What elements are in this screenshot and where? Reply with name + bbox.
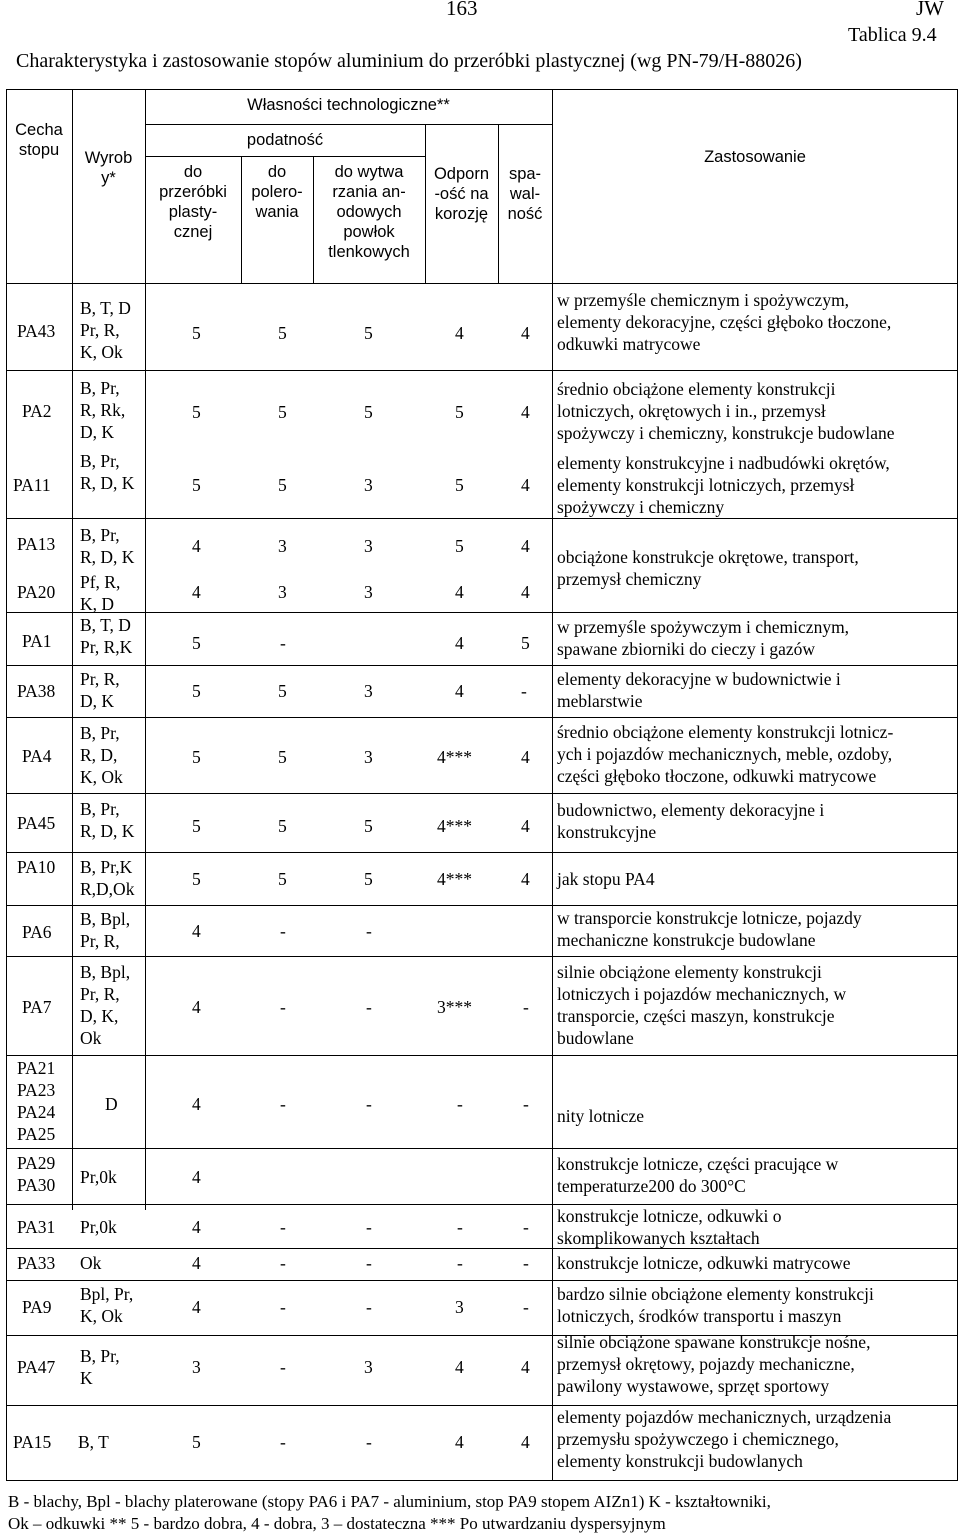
value-cell: - (366, 997, 372, 1017)
row-divider (6, 665, 958, 666)
application-cell: budownictwo, elementy dekoracyjne i konstrukcyjne (557, 800, 825, 842)
application-cell: w transporcie konstrukcje lotnicze, pojazdy mechaniczne konstrukcje budowlane (557, 908, 862, 950)
alloy-cell: PA7 (22, 997, 52, 1017)
value-cell: - (366, 1217, 372, 1237)
product-form-cell: B, Pr, R, D, K (80, 451, 135, 493)
value-cell: 4 (192, 1217, 201, 1237)
value-cell: 5 (521, 633, 530, 653)
value-cell: 4 (455, 1432, 464, 1452)
value-cell: 3 (278, 582, 287, 602)
alloy-cell: PA4 (22, 746, 52, 766)
value-cell: - (366, 1432, 372, 1452)
header-polerowania: do polero- wania (251, 163, 303, 221)
alloy-cell: PA9 (22, 1297, 52, 1317)
row-divider (6, 717, 958, 718)
application-cell: konstrukcje lotnicze, odkuwki o skomplikowanych kształtach (557, 1206, 782, 1248)
value-cell: 4 (192, 1253, 201, 1273)
application-cell: jak stopu PA4 (557, 869, 655, 889)
value-cell: 5 (192, 869, 201, 889)
product-form-cell: B, T (78, 1432, 109, 1452)
value-cell: 4 (521, 402, 530, 422)
value-cell: - (523, 1094, 529, 1114)
product-form-cell: Ok (80, 1253, 102, 1273)
value-cell: 4 (192, 582, 201, 602)
application-cell: elementy konstrukcyjne i nadbudówki okrętów, elementy konstrukcji lotniczych, przemysł spożywczy i chemiczny (557, 453, 890, 517)
col-divider (552, 89, 553, 1481)
value-cell: 4 (521, 1432, 530, 1452)
value-cell: - (280, 1357, 286, 1377)
alloy-cell: PA29 PA30 (17, 1153, 56, 1195)
corner-tag: JW (916, 0, 944, 20)
value-cell: - (280, 1217, 286, 1237)
value-cell: 4 (521, 323, 530, 343)
header-wyrob: Wyrob y* (84, 149, 133, 187)
value-cell: 5 (192, 475, 201, 495)
application-cell: konstrukcje lotnicze, części pracujące w temperaturze200 do 300°C (557, 1154, 839, 1196)
value-cell: 3 (364, 582, 373, 602)
product-form-cell: B, Pr,K R,D,Ok (80, 857, 135, 899)
value-cell: - (280, 997, 286, 1017)
row-divider (6, 852, 958, 853)
value-cell: 5 (364, 323, 373, 343)
header-korozja: Odporn -ość na korozję (433, 165, 490, 223)
value-cell: 3 (364, 536, 373, 556)
product-form-cell: B, Bpl, Pr, R, D, K, Ok (80, 962, 131, 1048)
product-form-cell: B, Pr, R, D, K (80, 799, 135, 841)
value-cell: 4 (192, 997, 201, 1017)
value-cell: - (523, 1297, 529, 1317)
value-cell: 4 (455, 1357, 464, 1377)
value-cell: 3 (364, 747, 373, 767)
value-cell: - (280, 921, 286, 941)
alloy-cell: PA38 (17, 681, 56, 701)
application-cell: średnio obciążone elementy konstrukcji lotniczych, okrętowych i in., przemysł spożywczy i chemiczny, konstrukcje budowlane (557, 379, 895, 443)
value-cell: - (457, 1094, 463, 1114)
col-divider (72, 89, 73, 1210)
value-cell: 5 (192, 681, 201, 701)
header-divider (145, 124, 552, 125)
alloy-cell: PA6 (22, 922, 52, 942)
header-przerobki: do przeróbki plasty- cznej (159, 163, 227, 241)
value-cell: 5 (278, 816, 287, 836)
page-number: 163 (446, 0, 478, 20)
product-form-cell: Pr,0k (80, 1217, 117, 1237)
value-cell: 4 (192, 1297, 201, 1317)
value-cell: 3 (364, 681, 373, 701)
value-cell: 4 (455, 633, 464, 653)
value-cell: 3*** (437, 997, 472, 1017)
value-cell: 4 (192, 1094, 201, 1114)
alloy-cell: PA15 (13, 1432, 52, 1452)
value-cell: - (523, 1217, 529, 1237)
value-cell: - (457, 1217, 463, 1237)
value-cell: 5 (278, 323, 287, 343)
value-cell: 5 (455, 536, 464, 556)
alloy-cell: PA45 (17, 813, 56, 833)
row-divider (6, 1204, 958, 1205)
row-divider (6, 793, 958, 794)
product-form-cell: B, Pr, R, D, K (80, 525, 135, 567)
alloy-cell: PA33 (17, 1253, 56, 1273)
value-cell: 4 (192, 1167, 201, 1187)
col-divider (145, 89, 146, 1210)
value-cell: - (280, 1253, 286, 1273)
row-divider (6, 612, 958, 613)
value-cell: 4 (521, 747, 530, 767)
value-cell: - (366, 1094, 372, 1114)
value-cell: 5 (192, 323, 201, 343)
header-divider (145, 156, 425, 157)
row-divider (6, 905, 958, 906)
product-form-cell: B, Pr, R, D, K, Ok (80, 723, 123, 787)
header-podatnosc: podatność (246, 131, 324, 149)
value-cell: 5 (192, 402, 201, 422)
application-cell: silnie obciążone elementy konstrukcji lotniczych i pojazdów mechanicznych, w transporcie, części maszyn, konstrukcje budowlane (557, 962, 847, 1048)
value-cell: - (366, 1297, 372, 1317)
value-cell: - (280, 1094, 286, 1114)
value-cell: - (366, 921, 372, 941)
value-cell: 3 (364, 475, 373, 495)
application-cell: elementy dekoracyjne w budownictwie i meblarstwie (557, 669, 841, 711)
table-title: Charakterystyka i zastosowanie stopów aluminium do przeróbki plastycznej (wg PN-79/H-88026) (16, 50, 802, 72)
product-form-cell: Pf, R, K, D (80, 572, 121, 614)
value-cell: 4*** (437, 747, 472, 767)
alloy-cell: PA13 (17, 534, 56, 554)
value-cell: - (366, 1253, 372, 1273)
alloy-cell: PA2 (22, 401, 52, 421)
header-wlasnosci: Własności technologiczne** (247, 96, 450, 114)
value-cell: 4 (521, 816, 530, 836)
value-cell: 5 (278, 747, 287, 767)
value-cell: 5 (455, 402, 464, 422)
application-cell: średnio obciążone elementy konstrukcji lotnicz- ych i pojazdów mechanicznych, meble, ozdoby, części głęboko tłoczone, odkuwki matrycowe (557, 722, 894, 786)
value-cell: 4 (521, 536, 530, 556)
header-zastosowanie: Zastosowanie (704, 148, 806, 166)
value-cell: 4 (192, 536, 201, 556)
table-label: Tablica 9.4 (848, 24, 937, 46)
value-cell: 5 (192, 1432, 201, 1452)
value-cell: 4 (521, 869, 530, 889)
value-cell: - (521, 681, 527, 701)
alloy-cell: PA21 PA23 PA24 PA25 (17, 1058, 56, 1144)
application-cell: nity lotnicze (557, 1106, 644, 1126)
value-cell: 4*** (437, 869, 472, 889)
value-cell: 5 (278, 475, 287, 495)
header-spawalnosc: spa- wal- ność (507, 165, 543, 223)
row-divider (6, 1148, 958, 1149)
value-cell: 5 (278, 402, 287, 422)
product-form-cell: Bpl, Pr, K, Ok (80, 1284, 134, 1326)
application-cell: obciążone konstrukcje okrętowe, transport, przemysł chemiczny (557, 547, 859, 589)
value-cell: 3 (192, 1357, 201, 1377)
product-form-cell: D (105, 1094, 118, 1114)
row-divider (6, 1280, 958, 1281)
row-divider (6, 370, 958, 371)
application-cell: bardzo silnie obciążone elementy konstrukcji lotniczych, środków transportu i maszyn (557, 1284, 874, 1326)
value-cell: 5 (455, 475, 464, 495)
value-cell: 5 (192, 747, 201, 767)
application-cell: w przemyśle chemicznym i spożywczym, elementy dekoracyjne, części głęboko tłoczone, odkuwki matrycowe (557, 290, 892, 354)
value-cell: 4 (521, 1357, 530, 1377)
value-cell: - (523, 997, 529, 1017)
value-cell: 3 (364, 1357, 373, 1377)
value-cell: - (280, 633, 286, 653)
alloy-cell: PA31 (17, 1217, 56, 1237)
value-cell: 5 (278, 869, 287, 889)
value-cell: - (523, 1253, 529, 1273)
application-cell: silnie obciążone spawane konstrukcje nośne, przemysł okrętowy, pojazdy mechaniczne, pawilony wystawowe, sprzęt sportowy (557, 1332, 871, 1396)
product-form-cell: B, Pr, K (80, 1346, 120, 1388)
value-cell: 5 (364, 402, 373, 422)
header-cecha-stopu: Cecha stopu (15, 121, 63, 159)
application-cell: konstrukcje lotnicze, odkuwki matrycowe (557, 1253, 851, 1273)
product-form-cell: B, T, D Pr, R, K, Ok (80, 298, 131, 362)
value-cell: 5 (278, 681, 287, 701)
value-cell: 4 (521, 475, 530, 495)
alloy-cell: PA43 (17, 321, 56, 341)
application-cell: w przemyśle spożywczym i chemicznym, spawane zbiorniki do cieczy i gazów (557, 617, 850, 659)
value-cell: 5 (192, 816, 201, 836)
header-anodowych: do wytwa rzania an- odowych powłok tlenkowych (328, 163, 410, 261)
value-cell: 5 (192, 633, 201, 653)
value-cell: 5 (364, 869, 373, 889)
value-cell: - (457, 1253, 463, 1273)
value-cell: - (280, 1432, 286, 1452)
alloy-cell: PA47 (17, 1357, 56, 1377)
value-cell: 4 (521, 582, 530, 602)
value-cell: 5 (364, 816, 373, 836)
row-divider (6, 1055, 958, 1056)
product-form-cell: B, Pr, R, Rk, D, K (80, 378, 126, 442)
value-cell: 4 (455, 582, 464, 602)
value-cell: 3 (455, 1297, 464, 1317)
product-form-cell: B, T, D Pr, R,K (80, 615, 133, 657)
product-form-cell: B, Bpl, Pr, R, (80, 909, 131, 951)
alloy-cell: PA20 (17, 582, 56, 602)
application-cell: elementy pojazdów mechanicznych, urządzenia przemysłu spożywczego i chemicznego, elementy konstrukcji budowlanych (557, 1407, 892, 1471)
row-divider (6, 956, 958, 957)
value-cell: 4 (455, 323, 464, 343)
footnote: B - blachy, Bpl - blachy platerowane (stopy PA6 i PA7 - aluminium, stop PA9 stopem AIZn1) K - kształtowniki, Ok – odkuwki ** 5 - bardzo dobra, 4 - dobra, 3 – dostateczna *** Po utwardzaniu dyspersyjnym (8, 1492, 771, 1533)
alloy-cell: PA10 (17, 857, 56, 877)
value-cell: 4 (192, 921, 201, 941)
product-form-cell: Pr, R, D, K (80, 669, 120, 711)
value-cell: 4 (455, 681, 464, 701)
row-divider (6, 518, 958, 519)
value-cell: 3 (278, 536, 287, 556)
alloy-cell: PA1 (22, 631, 52, 651)
alloy-cell: PA11 (13, 475, 51, 495)
value-cell: 4*** (437, 816, 472, 836)
product-form-cell: Pr,0k (80, 1167, 117, 1187)
header-bottom-rule (6, 283, 958, 284)
value-cell: - (280, 1297, 286, 1317)
row-divider (6, 1248, 958, 1249)
